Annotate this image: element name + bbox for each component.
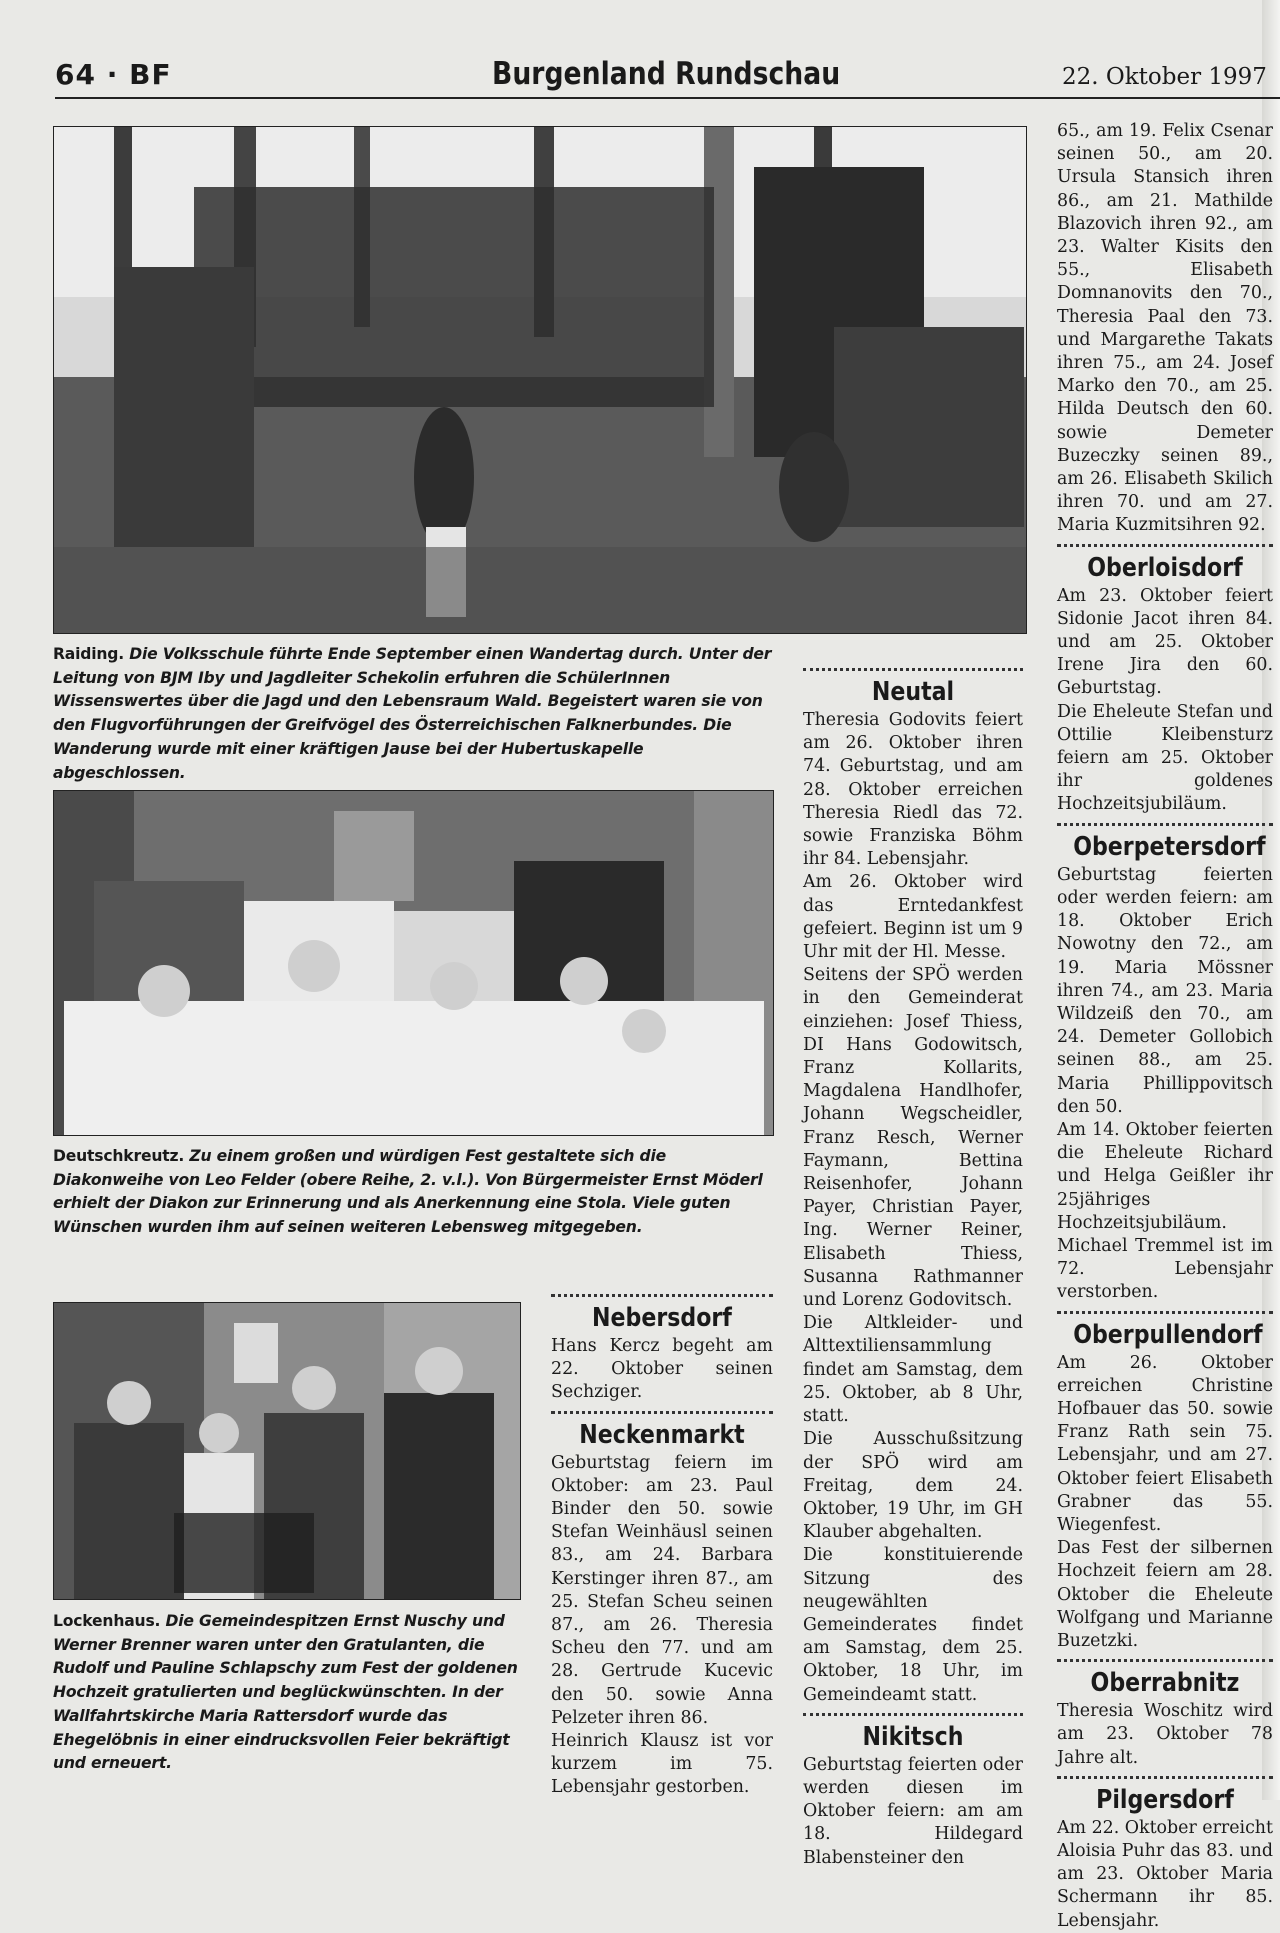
divider bbox=[1057, 544, 1273, 547]
heading-nikitsch: Nikitsch bbox=[862, 1721, 964, 1752]
article-neckenmarkt-p1: Geburtstag feiern im Oktober: am 23. Paul Binder den 50. sowie Stefan Weinhäusl seinen 83., am 24. Barbara Kerstinger ihren 87., am 25. Stefan Scheu seinen 87., am 26. Theresia Scheu den 77. und am 28. Gertrude Kucevic den 50. sowie Anna Pelzeter ihren 86. bbox=[551, 1452, 773, 1728]
caption-text: Die Volksschule führte Ende September einen Wandertag durch. Unter der Leitung von BJM Iby und Jagdleiter Schekolin erfuhren die SchülerInnen Wissenswertes über die Jagd und den Lebensraum Wald. Begeistert waren sie von den Flugvorführungen der Greifvögel des Österreichischen Falknerbundes. Die Wanderung wurde mit einer kräftigen Jause bei der Hubertuskapelle abgeschlossen. bbox=[53, 645, 772, 782]
header-rule bbox=[55, 97, 1280, 99]
photo-deutschkreutz bbox=[53, 790, 774, 1136]
heading-oberloisdorf: Oberloisdorf bbox=[1087, 552, 1243, 583]
column-2 bbox=[551, 1288, 773, 1800]
article-oberloisdorf-p2: Die Eheleute Stefan und Ottilie Kleibensturz feiern am 25. Oktober ihr goldenes Hochzeitsjubiläum. bbox=[1057, 701, 1273, 815]
article-neutal-p5: Die Ausschußsitzung der SPÖ wird am Freitag, dem 24. Oktober, 19 Uhr, im GH Klauber abgehalten. bbox=[803, 1429, 1023, 1543]
heading-pilgersdorf: Pilgersdorf bbox=[1096, 1784, 1234, 1815]
divider bbox=[551, 1294, 773, 1297]
article-oberpullendorf-p1: Am 26. Oktober erreichen Christine Hofbauer das 50. sowie Franz Rath sein 75. Lebensjahr, und am 27. Oktober feiert Elisabeth Grabner das 55. Wiegenfest. bbox=[1057, 1352, 1273, 1535]
article-nikitsch-continued: 65., am 19. Felix Csenar seinen 50., am 20. Ursula Stansich ihren 86., am 21. Mathilde Blazovich ihren 92., am 23. Walter Kisits den 55., Elisabeth Domnanovits den 70., Theresia Paal den 73. und Margarethe Takats ihren 75., am 24. Josef Marko den 70., am 25. Hilda Deutsch den 60. sowie Demeter Buzeczky seinen 89., am 26. Elisabeth Skilich ihren 70. und am 27. Maria Kuzmitsihren 92. bbox=[1057, 121, 1273, 536]
caption-deutschkreutz bbox=[53, 1145, 778, 1240]
photo-raiding bbox=[53, 126, 1027, 634]
divider bbox=[1057, 823, 1273, 826]
article-neutal-p6: Die konstituierende Sitzung des neugewählten Gemeinderates findet am Samstag, dem 25. Oktober, 18 Uhr, im Gemeindeamt statt. bbox=[803, 1545, 1023, 1705]
article-neutal-p1: Theresia Godovits feiert am 26. Oktober ihren 74. Geburtstag, und am 28. Oktober erreichen Theresia Riedl das 72. sowie Franziska Böhm ihr 84. Lebensjahr. bbox=[803, 710, 1023, 870]
article-pilgersdorf-p1: Am 22. Oktober erreicht Aloisia Puhr das 83. und am 23. Oktober Maria Schermann ihr 85. Lebensjahr. bbox=[1057, 1817, 1273, 1931]
article-neutal-p4: Die Altkleider- und Alttextiliensammlung findet am Samstag, dem 25. Oktober, ab 8 Uhr, statt. bbox=[803, 1313, 1023, 1427]
caption-lockenhaus bbox=[53, 1610, 519, 1776]
caption-text: Die Gemeindespitzen Ernst Nuschy und Werner Brenner waren unter den Gratulanten, die Rudolf und Pauline Schlapschy zum Fest der goldenen Hochzeit gratulierten und beglückwünschten. In der Wallfahrtskirche Maria Rattersdorf wurde das Ehegelöbnis in einer eindrucksvollen Feier bekräftigt und erneuert. bbox=[53, 1612, 518, 1773]
article-oberpetersdorf-p3: Michael Tremmel ist im 72. Lebensjahr verstorben. bbox=[1057, 1235, 1273, 1303]
heading-oberpullendorf: Oberpullendorf bbox=[1073, 1319, 1263, 1350]
caption-place: Lockenhaus. bbox=[53, 1612, 161, 1630]
caption-raiding bbox=[53, 643, 778, 785]
article-oberloisdorf-p1: Am 23. Oktober feiert Sidonie Jacot ihren 84. und am 25. Oktober Irene Jira den 60. Geburtstag. bbox=[1057, 585, 1273, 699]
heading-oberrabnitz: Oberrabnitz bbox=[1090, 1668, 1240, 1699]
article-oberpullendorf-p2: Das Fest der silbernen Hochzeit feiern am 28. Oktober die Eheleute Wolfgang und Marianne Buzetzki. bbox=[1057, 1538, 1273, 1651]
heading-nebersdorf: Nebersdorf bbox=[592, 1303, 732, 1333]
photo-lockenhaus bbox=[53, 1302, 521, 1600]
article-neutal-p2: Am 26. Oktober wird das Erntedankfest gefeiert. Beginn ist um 9 Uhr mit der Hl. Messe. bbox=[803, 872, 1023, 963]
heading-oberpetersdorf: Oberpetersdorf bbox=[1073, 831, 1266, 862]
article-neutal-p3: Seitens der SPÖ werden in den Gemeinderat einziehen: Josef Thiess, DI Hans Godowitsch, Franz Kollarits, Magdalena Handlhofer, Johann Wegscheidler, Franz Resch, Werner Faymann, Bettina Reisenhofer, Johann Payer, Christian Payer, Ing. Werner Reiner, Elisabeth Thiess, Susanna Rathmanner und Lorenz Godovitsch. bbox=[803, 965, 1023, 1311]
divider bbox=[551, 1411, 773, 1414]
article-oberpetersdorf-p2: Am 14. Oktober feierten die Eheleute Richard und Helga Geißler ihr 25jähriges Hochzeitsjubiläum. bbox=[1057, 1119, 1273, 1233]
divider bbox=[803, 668, 1023, 671]
column-3 bbox=[803, 662, 1023, 1870]
issue-date: 22. Oktober 1997 bbox=[1062, 64, 1267, 90]
caption-place: Raiding. bbox=[53, 645, 124, 663]
divider bbox=[1057, 1776, 1273, 1779]
newspaper-title: Burgenland Rundschau bbox=[492, 56, 841, 92]
column-4 bbox=[1057, 120, 1273, 1933]
article-neckenmarkt-p2: Heinrich Klausz ist vor kurzem im 75. Lebensjahr gestorben. bbox=[551, 1731, 773, 1798]
article-oberrabnitz-p1: Theresia Woschitz wird am 23. Oktober 78 Jahre alt. bbox=[1057, 1701, 1273, 1768]
caption-place: Deutschkreutz. bbox=[53, 1147, 185, 1165]
heading-neutal: Neutal bbox=[871, 677, 955, 707]
heading-neckenmarkt: Neckenmarkt bbox=[579, 1419, 745, 1450]
article-nebersdorf-p1: Hans Kercz begeht am 22. Oktober seinen Sechziger. bbox=[551, 1336, 773, 1403]
divider bbox=[1057, 1659, 1273, 1662]
divider bbox=[1057, 1311, 1273, 1314]
article-oberpetersdorf-p1: Geburtstag feierten oder werden feiern: am 18. Oktober Erich Nowotny den 72., am 19. Maria Mössner ihren 74., am 23. Maria Wildzeiß den 70., am 24. Demeter Gollobich seinen 88., am 25. Maria Phillippovitsch den 50. bbox=[1057, 864, 1273, 1117]
divider bbox=[803, 1713, 1023, 1716]
caption-text: Zu einem großen und würdigen Fest gestaltete sich die Diakonweihe von Leo Felder (obere Reihe, 2. v.l.). Von Bürgermeister Ernst Möderl erhielt der Diakon zur Erinnerung und als Anerkennung eine Stola. Viele guten Wünschen wurden ihm auf seinen weiteren Lebensweg mitgegeben. bbox=[53, 1147, 763, 1237]
article-nikitsch-p1: Geburtstag feierten oder werden diesen im Oktober feiern: am am 18. Hildegard Blabensteiner den bbox=[803, 1754, 1023, 1868]
page-number: 64 · BF bbox=[55, 58, 172, 91]
